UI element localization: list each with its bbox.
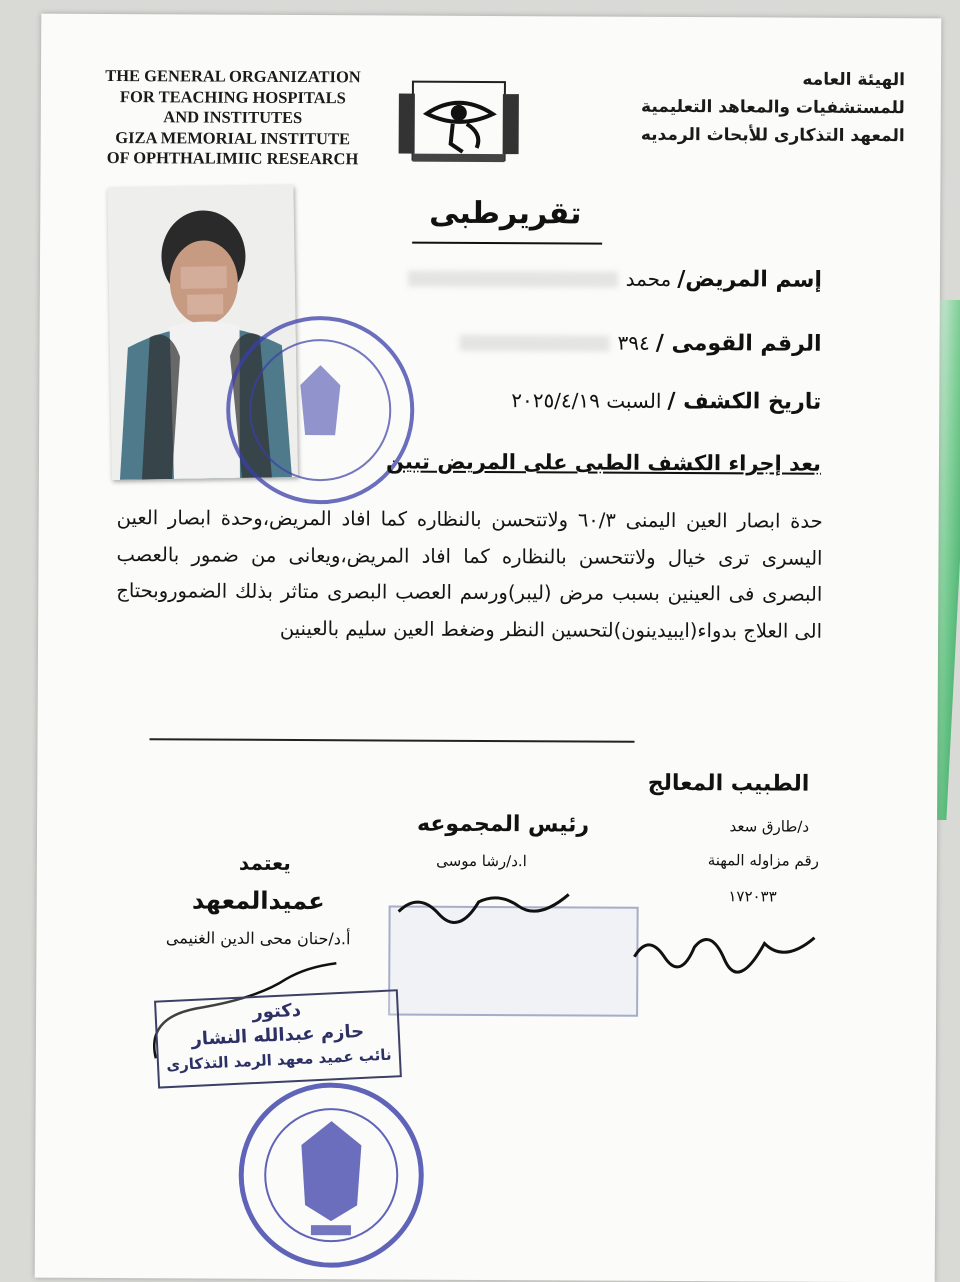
group-head-heading: رئيس المجموعه (417, 811, 590, 838)
national-id-row (459, 330, 821, 357)
exam-date-row (511, 388, 821, 415)
header-en-line: OF OPHTHALIMIIC RESEARCH (106, 147, 359, 169)
stamp-line-2: حازم عبدالله النشار (190, 1020, 365, 1050)
national-id-label: الرقم القومى / (655, 330, 822, 357)
exam-date-label: تاريخ الكشف / (667, 388, 822, 415)
official-round-stamp-bottom (231, 1075, 432, 1276)
header-arabic (575, 64, 905, 150)
dean-name: أ.د/حنان محى الدين الغنيمى (165, 928, 351, 949)
exam-date-value: السبت ٢٠٢٥/٤/١٩ (511, 388, 662, 413)
document-title: تقريرطبى (429, 195, 582, 232)
dean-title: عميدالمعهد (191, 886, 325, 916)
stamp-line-3: نائب عميد معهد الرمد التذكارى (165, 1045, 392, 1075)
redacted-id (460, 335, 610, 352)
vice-dean-stamp (154, 989, 402, 1088)
treating-doctor-signature (624, 917, 824, 988)
header-ar-line: للمستشفيات والمعاهد التعليمية (641, 96, 905, 119)
patient-name-label: إسم المريض/ (677, 266, 822, 293)
report-body-text: حدة ابصار العين اليمنى ٦٠/٣ ولاتتحسن بالنظاره كما افاد المريض،وحدة ابصار العين اليسرى ترى خيال ولاتتحسن بالنظاره كما افاد المريض،ويعانى من ضمور بالعصب البصرى فى العينين بسبب مرض (ليبر)ورسم العصب البصرى متاثر بذلك الضموروبحتاج الى العلاج بدواء(ايبيدينون)لتحسين النظر وضغط العين سليم بالعينين (116, 506, 823, 643)
license-number: ١٧٢٠٣٣ (728, 887, 777, 906)
patient-name-row (408, 266, 822, 293)
treating-doctor-name: د/طارق سعد (729, 817, 810, 836)
header-ar-line: الهيئة العامه (802, 69, 906, 91)
end-line (150, 738, 635, 743)
stamp-line-1: دكتور (251, 999, 302, 1024)
title-underline (412, 242, 602, 245)
header-en-line: FOR TEACHING HOSPITALS (119, 86, 346, 107)
license-label: رقم مزاوله المهنة (707, 851, 819, 870)
medical-report-page (35, 14, 942, 1282)
patient-name-value: محمد (625, 266, 672, 291)
exam-intro: بعد إجراء الكشف الطبى على المريض تبين (385, 449, 822, 476)
group-head-signature (389, 871, 579, 932)
national-id-value: ٣٩٤ (617, 330, 650, 355)
eye-of-horus-logo (393, 73, 525, 166)
redacted-name (408, 271, 618, 288)
header-en-line: AND INSTITUTES (163, 107, 303, 128)
header-ar-line: المعهد التذكارى للأبحاث الرمديه (640, 124, 905, 147)
header-english (93, 66, 374, 170)
header-en-line: THE GENERAL ORGANIZATION (105, 65, 361, 87)
treating-doctor-heading: الطبيب المعالج (647, 770, 810, 797)
group-head-name: ا.د/رشا موسى (436, 851, 527, 871)
official-round-stamp-top (215, 305, 426, 516)
header-en-line: GIZA MEMORIAL INSTITUTE (115, 127, 351, 148)
approval-label: يعتمد (238, 850, 291, 875)
